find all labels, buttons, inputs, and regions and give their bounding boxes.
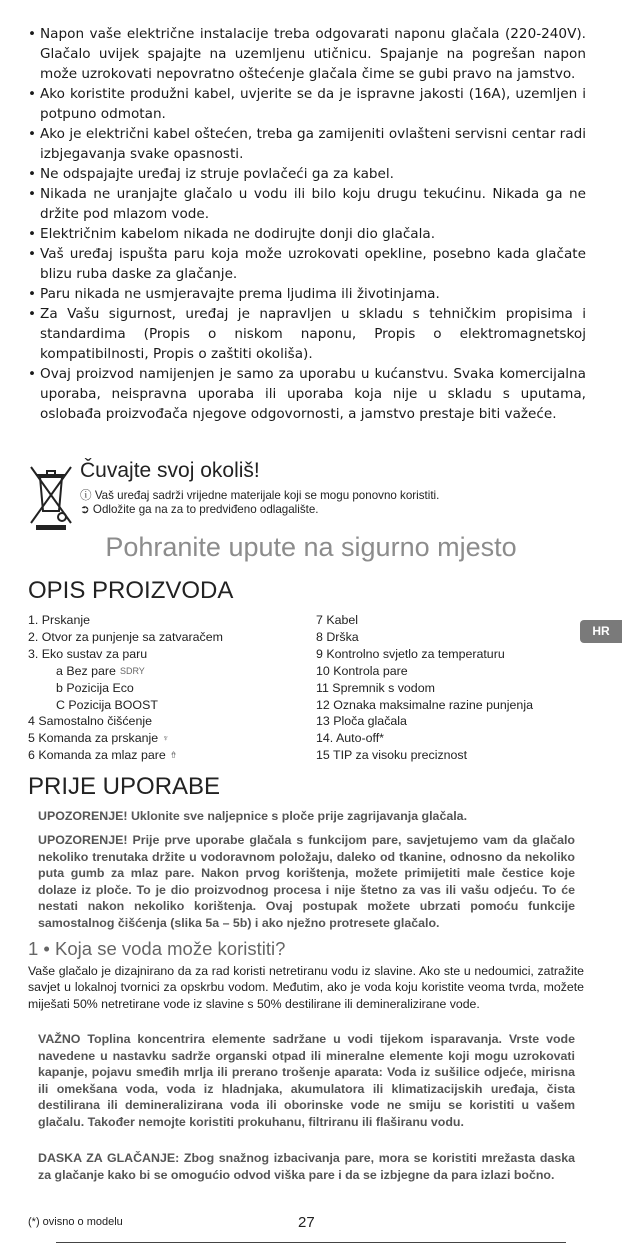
page-number: 27 [298, 1214, 315, 1231]
language-tab: HR [580, 620, 622, 643]
spray-icon: ♆ [162, 733, 169, 744]
part-item: 2. Otvor za punjenje sa zatvaračem [28, 629, 223, 644]
part-item [28, 747, 298, 764]
keep-instructions-title: Pohranite upute na sigurno mjesto [105, 532, 517, 562]
part-item: 8 Drška [316, 629, 359, 644]
part-item: 3. Eko sustav za paru [28, 646, 148, 661]
part-item: 11 Spremnik s vodom [316, 680, 435, 695]
safety-item: • Napon vaše električne instalacije treba odgovarati naponu glačala (220-240V). Glačalo uvijek spajajte na uzemljenu utičnicu. Spajanje na pogrešan napon može uzrokovati nepovratno oštećenje glačala čime se gubi pravo na jamstvo. [28, 24, 586, 84]
product-description-heading: OPIS PROIZVODA [28, 577, 234, 604]
bottom-divider [56, 1242, 566, 1243]
water-text: Vaše glačalo je dizajnirano da za rad koristi netretiranu vodu iz slavine. Ako ste u nedoumici, zatražite savjet u lokalnoj tvornici za opskrbu vodom. Međutim, ako je voda koju koristite veoma tvrda, možete miješati 50% netretirane vode iz slavine s 50% destilirane ili demineralizirane vode. [28, 964, 584, 1011]
steam-burst-icon: ⇮ [169, 750, 178, 761]
safety-item: • Nikada ne uranjajte glačalo u vodu ili bilo koju drugu tekućinu. Nikada ga ne držite pod mlazom vode. [28, 184, 586, 224]
safety-instructions [28, 24, 586, 424]
part-label: a Bez pare [56, 663, 116, 678]
model-footnote: (*) ovisno o modelu [28, 1216, 123, 1228]
part-item: 10 Kontrola pare [316, 663, 408, 678]
crossed-bin-icon [26, 459, 76, 531]
parts-list-right [316, 612, 578, 764]
part-item: b Pozicija Eco [56, 680, 134, 695]
part-item: 4 Samostalno čišćenje [28, 714, 152, 729]
safety-item: • Vaš uređaj ispušta paru koja može uzrokovati opekline, posebno kada glačate blizu ruba daske za glačanje. [28, 244, 586, 284]
part-item: 7 Kabel [316, 613, 359, 627]
water-heading: 1 • Koja se voda može koristiti? [28, 938, 286, 959]
safety-item: • Ovaj proizvod namijenjen je samo za uporabu u kućanstvu. Svaka komercijalna uporaba, neispravna uporaba ili uporaba koja nije u skladu s uputama, oslobađa proizvođača njegove odgovornosti, a jamstvo prestaje biti važeće. [28, 364, 586, 424]
environment-disposal-note: ➲ Odložite ga na za to predviđeno odlagalište. [80, 503, 319, 516]
safety-item: • Električnim kabelom nikada ne dodirujte donji dio glačala. [28, 224, 586, 244]
part-item: 12 Oznaka maksimalne razine punjenja [316, 697, 533, 712]
part-item [28, 663, 298, 680]
safety-item: • Paru nikada ne usmjeravajte prema ljudima ili životinjama. [28, 284, 586, 304]
safety-item: • Ako je električni kabel oštećen, treba ga zamijeniti ovlašteni servisni centar radi izbjegavanja svake opasnosti. [28, 124, 586, 164]
safety-item: • Ne odspajajte uređaj iz struje povlačeći ga za kabel. [28, 164, 586, 184]
part-label: 5 Komanda za prskanje [28, 731, 159, 746]
part-item: C Pozicija BOOST [56, 697, 158, 712]
environment-recycle-note: ⓘ Vaš uređaj sadrži vrijedne materijale koji se mogu ponovno koristiti. [80, 489, 440, 502]
part-label: 6 Komanda za mlaz pare [28, 748, 166, 763]
ironing-board-note: DASKA ZA GLAČANJE: Zbog snažnog izbacivanja pare, mora se koristiti mrežasta daska za glačanje kako bi se omogućio odvod viška pare i da se izbjegne da para izlazi bočno. [38, 1151, 575, 1182]
environment-notice [26, 457, 586, 532]
before-use-heading: PRIJE UPORABE [28, 773, 221, 800]
safety-item: • Za Vašu sigurnost, uređaj je napravljen u skladu s tehničkim propisima i standardima (Propis o niskom naponu, Propis o elektromagnetskoj kompatibilnosti, Propis o zaštiti okoliša). [28, 304, 586, 364]
part-item [28, 730, 298, 747]
warning-first-use: UPOZORENJE! Prije prve uporabe glačala s funkcijom pare, savjetujemo vam da glačalo nekoliko trenutaka držite u vodoravnom položaju, daleko od tkanine, odnosno da nekoliko puta gumb za mlaz pare. Nakon prvog korištenja, možete primijetiti male čestice koje dolaze iz ploče. To je dio proizvodnog procesa i nije štetno za vas ili vašu odjeću. To će nestati nakon nekoliko korištenja. Ovaj postupak možete ubrzati pomoću funkcije samostalnog čišćenja (slika 5a – 5b) i ako nježno protresete glačalo. [38, 833, 575, 930]
part-item: 13 Ploča glačala [316, 714, 407, 729]
parts-list-left [28, 612, 298, 764]
important-note: VAŽNO Toplina koncentrira elemente sadržane u vodi tijekom isparavanja. Vrste vode navedene u nastavku sadrže organski otpad ili mineralne elemente koji mogu uzrokovati kapanje, pojavu smeđih mrlja ili prerano trošenje aparata: Voda iz sušilice odjeće, mirisna ili omekšana voda, voda iz hladnjaka, akumulatora ili klimatizacijskih uređaja, čista destilirana ili demineralizirana voda ili oborinske vode ne smiju se koristiti u vašem glačalu. Također nemojte koristiti prokuhanu, filtriranu ili flaširanu vodu. [38, 1032, 575, 1129]
warning-labels: UPOZORENJE! Uklonite sve naljepnice s ploče prije zagrijavanja glačala. [38, 809, 468, 823]
part-item: 15 TIP za visoku preciznost [316, 748, 468, 763]
no-steam-icon: SDRY [119, 665, 145, 676]
safety-item: • Ako koristite produžni kabel, uvjerite se da je ispravne jakosti (16A), uzemljen i potpuno odmotan. [28, 84, 586, 124]
part-item: 1. Prskanje [28, 613, 90, 627]
part-item: 14. Auto-off* [316, 731, 384, 746]
environment-title: Čuvajte svoj okoliš! [80, 459, 260, 482]
part-item: 9 Kontrolno svjetlo za temperaturu [316, 646, 505, 661]
